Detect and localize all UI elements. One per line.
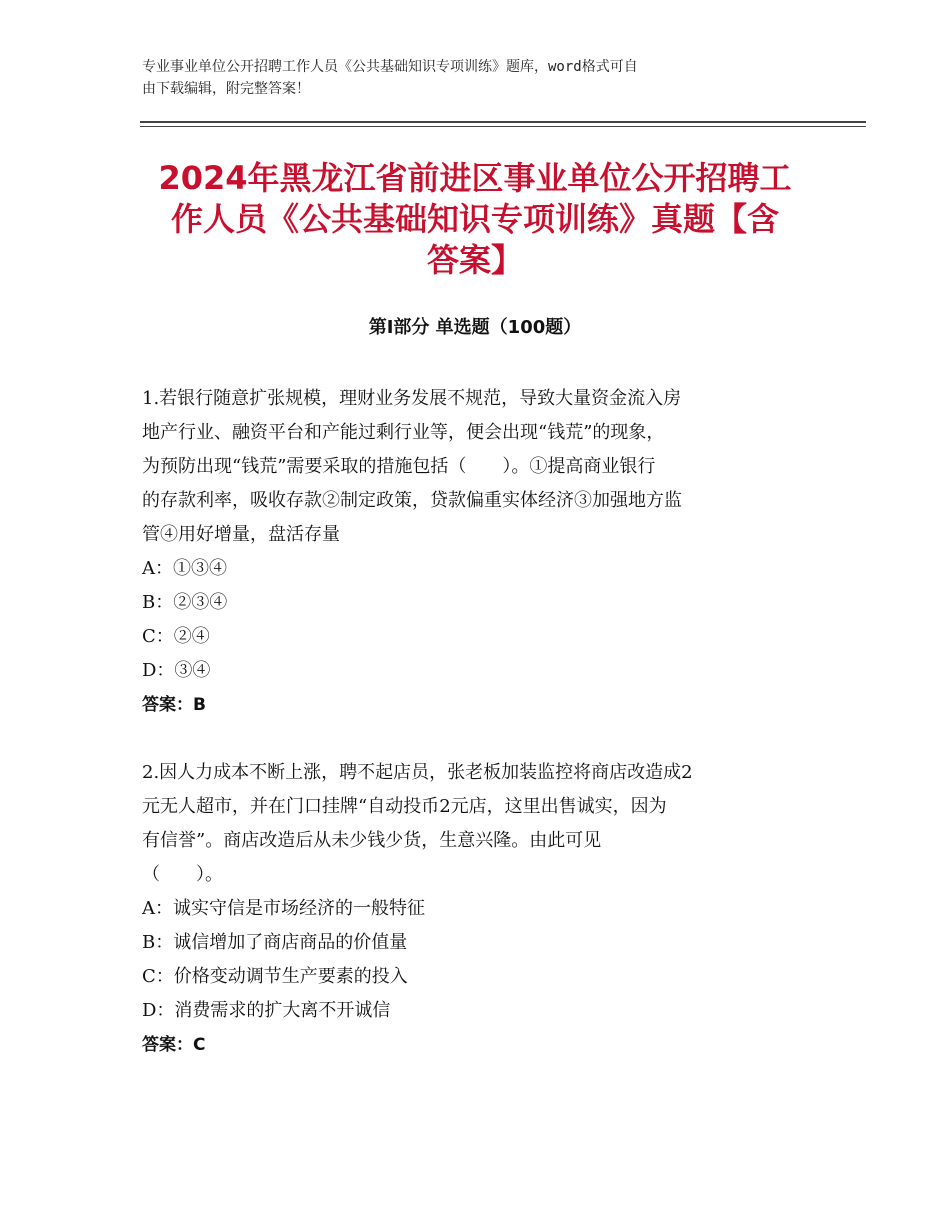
document-title: [140, 158, 810, 281]
header-note-line: 专业事业单位公开招聘工作人员《公共基础知识专项训练》题库，word格式可自: [142, 59, 638, 75]
question-stem-line: 的存款利率，吸收存款②制定政策，贷款偏重实体经济③加强地方监: [142, 490, 682, 511]
option-d: D：③④: [142, 660, 211, 681]
header-note-line: 由下载编辑，附完整答案！: [142, 81, 310, 97]
question-stem-line: 元无人超市，并在门口挂牌“自动投币2元店，这里出售诚实，因为: [142, 796, 667, 817]
title-line: 答案】: [426, 241, 523, 279]
question-stem-line: 有信誉”。商店改造后从未少钱少货，生意兴隆。由此可见: [142, 830, 602, 851]
title-line: 2024年黑龙江省前进区事业单位公开招聘工: [158, 159, 792, 197]
answer-label: 答案：C: [142, 1035, 206, 1055]
header-note: [142, 56, 812, 100]
question-2: [142, 756, 802, 1062]
question-1: [142, 382, 802, 722]
question-stem-line: （ ）。: [142, 864, 223, 885]
section-title: 第Ⅰ部分 单选题（100题）: [368, 317, 582, 338]
question-stem-line: 2.因人力成本不断上涨，聘不起店员，张老板加装监控将商店改造成2: [142, 762, 693, 783]
question-stem-line: 为预防出现“钱荒”需要采取的措施包括（ ）。①提高商业银行: [142, 456, 656, 477]
title-line: 作人员《公共基础知识专项训练》真题【含: [170, 200, 779, 238]
question-stem-line: 管④用好增量，盘活存量: [142, 524, 340, 545]
option-c: C：②④: [142, 626, 210, 647]
header-divider-thin: [140, 126, 866, 127]
option-b: B：②③④: [142, 592, 228, 613]
header-divider: [140, 121, 866, 123]
option-b: B：诚信增加了商店商品的价值量: [142, 932, 408, 953]
question-stem-line: 地产行业、融资平台和产能过剩行业等，便会出现“钱荒”的现象，: [142, 422, 665, 443]
option-c: C：价格变动调节生产要素的投入: [142, 966, 408, 987]
answer-label: 答案：B: [142, 695, 206, 715]
option-a: A：诚实守信是市场经济的一般特征: [142, 898, 425, 919]
option-a: A：①③④: [142, 558, 227, 579]
question-stem-line: 1.若银行随意扩张规模，理财业务发展不规范，导致大量资金流入房: [142, 388, 682, 409]
option-d: D：消费需求的扩大离不开诚信: [142, 1000, 391, 1021]
